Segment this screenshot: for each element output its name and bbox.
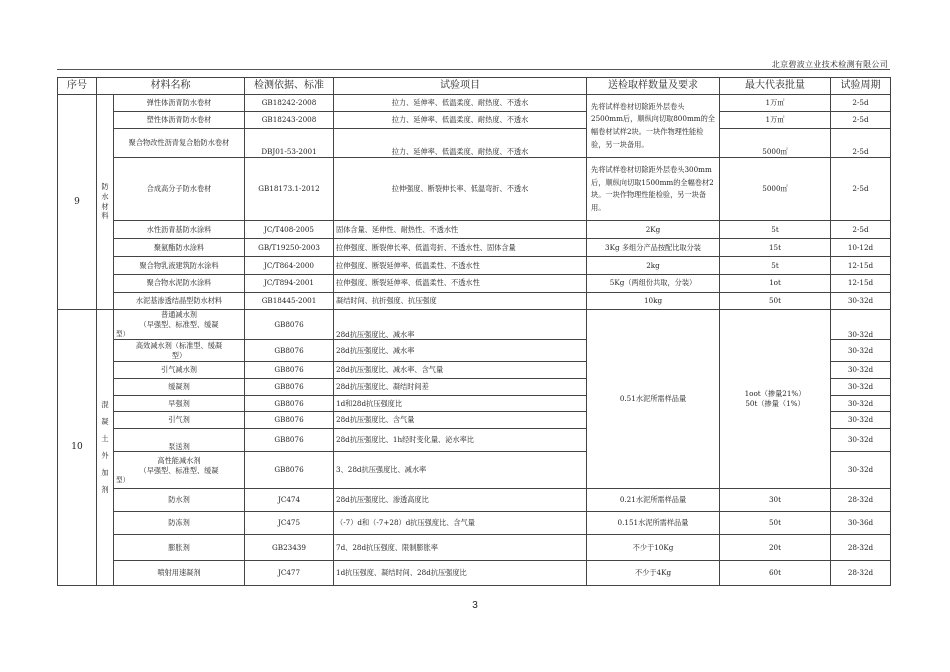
- standard: GB18242-2008: [245, 95, 334, 112]
- test-items: 拉伸强度、断裂延伸率、低温柔性、不透水性: [334, 274, 587, 292]
- material-name-line: 高效减水剂（标准型、缓凝: [135, 340, 223, 350]
- test-items: 拉力、延伸率、低温柔度、耐热度、不透水: [334, 111, 587, 128]
- group-category: [97, 309, 114, 585]
- test-items: 28d抗压强度比、渗透高度比: [334, 489, 587, 512]
- test-items: （-7）d和（-7+28）d抗压强度比、含气量: [334, 512, 587, 535]
- sample-quantity: 0.51水泥所需样品量: [587, 309, 720, 489]
- standard: GB8076: [245, 452, 334, 489]
- standard: JC/T864-2000: [245, 256, 334, 274]
- standard: GB8076: [245, 361, 334, 378]
- group-number: 10: [58, 309, 97, 585]
- sample-quantity: 不少于10Kg: [587, 535, 720, 560]
- test-items: 28d抗压强度比、含气量: [334, 412, 587, 429]
- material-name-line: （早强型、标准型、缓凝: [139, 465, 219, 475]
- test-period: 30-32d: [831, 340, 891, 361]
- header-batch: 最大代表批量: [720, 78, 831, 95]
- test-items: 拉伸强度、断裂伸长率、低温弯折、不透水性、固体含量: [334, 239, 587, 257]
- test-period: 30-36d: [831, 512, 891, 535]
- test-period: 30-32d: [831, 412, 891, 429]
- test-items: 28d抗压强度比、1h经时变化量、泌水率比: [334, 429, 587, 452]
- material-name: 防水剂: [114, 489, 245, 512]
- table-row: [58, 274, 891, 292]
- standard: JC474: [245, 489, 334, 512]
- test-items: 拉力、延伸率、低温柔度、耐热度、不透水: [334, 95, 587, 112]
- max-batch: 50t: [720, 292, 831, 309]
- header-material: 材料名称: [97, 78, 245, 95]
- test-period: 30-32d: [831, 361, 891, 378]
- page-number: 3: [472, 600, 478, 611]
- table-row: [58, 560, 891, 585]
- standard: DBJ01-53-2001: [245, 128, 334, 157]
- company-name: 北京碧波立业技术检测有限公司: [771, 60, 888, 69]
- table-row: [58, 158, 891, 221]
- material-name: 塑性体沥青防水卷材: [114, 111, 245, 128]
- group-category: [97, 95, 114, 310]
- material-name-line: 型）: [171, 350, 187, 360]
- material-name: 防冻剂: [114, 512, 245, 535]
- material-name-line: 型）: [116, 475, 130, 484]
- material-name: 聚合物水泥防水涂料: [114, 274, 245, 292]
- header-standard: 检测依据、标准: [245, 78, 334, 95]
- standard: JC/T408-2005: [245, 221, 334, 239]
- standard: GB8076: [245, 429, 334, 452]
- category-text: 防水材料: [101, 182, 109, 221]
- test-items: 3、28d抗压强度比、减水率: [334, 452, 587, 489]
- material-name: 弹性体沥青防水卷材: [114, 95, 245, 112]
- test-items: 1d抗压强度、凝结时间、28d抗压强度比: [334, 560, 587, 585]
- header-period: 试验周期: [831, 78, 891, 95]
- table-row: [58, 292, 891, 309]
- max-batch: 5000㎡: [720, 128, 831, 157]
- material-name: 聚合物改性沥青复合胎防水卷材: [114, 128, 245, 157]
- inspection-table: [57, 77, 891, 586]
- max-batch: 50t: [720, 512, 831, 535]
- header-no: 序号: [58, 78, 97, 95]
- max-batch: 5t: [720, 256, 831, 274]
- material-name: 水泥基渗透结晶型防水材料: [114, 292, 245, 309]
- test-period: 2-5d: [831, 95, 891, 112]
- test-period: 2-5d: [831, 158, 891, 221]
- standard: GB18243-2008: [245, 111, 334, 128]
- test-period: 30-32d: [831, 378, 891, 395]
- test-period: 28-32d: [831, 489, 891, 512]
- max-batch: 1ot: [720, 274, 831, 292]
- table-row: [58, 256, 891, 274]
- material-name: [114, 452, 245, 489]
- category-text: 混凝土外加剂: [101, 400, 109, 495]
- test-items: 拉伸强度、断裂延伸率、低温柔性、不透水性: [334, 256, 587, 274]
- test-items: 28d抗压强度比、凝结时间差: [334, 378, 587, 395]
- material-name: 合成高分子防水卷材: [114, 158, 245, 221]
- test-period: 30-32d: [831, 429, 891, 452]
- max-batch: 1万㎡: [720, 111, 831, 128]
- table-row: [58, 309, 891, 340]
- standard: GB23439: [245, 535, 334, 560]
- header-test-items: 试验项目: [334, 78, 587, 95]
- material-name-line: 高性能减水剂: [157, 456, 201, 466]
- material-name: [114, 340, 245, 361]
- table-row: [58, 111, 891, 128]
- material-name: 聚合物乳液建筑防水涂料: [114, 256, 245, 274]
- test-period: 30-32d: [831, 395, 891, 412]
- test-period: 12-15d: [831, 256, 891, 274]
- test-items: 1d和28d抗压强度比: [334, 395, 587, 412]
- standard: GB/T19250-2003: [245, 239, 334, 257]
- material-name: 聚氨酯防水涂料: [114, 239, 245, 257]
- test-period: 2-5d: [831, 128, 891, 157]
- material-name-line: 普通减水剂: [161, 310, 197, 320]
- table-row: [58, 239, 891, 257]
- test-items: 拉伸强度、断裂伸长率、低温弯折、不透水: [334, 158, 587, 221]
- max-batch: 5t: [720, 221, 831, 239]
- test-items: 固体含量、延伸性、耐热性、不透水性: [334, 221, 587, 239]
- header-rule: [57, 69, 890, 70]
- standard: GB18445-2001: [245, 292, 334, 309]
- standard: JC477: [245, 560, 334, 585]
- max-batch: 60t: [720, 560, 831, 585]
- test-period: 12-15d: [831, 274, 891, 292]
- standard: GB8076: [245, 412, 334, 429]
- batch-line: 50t（掺量（1%）: [745, 398, 805, 408]
- table-row: [58, 535, 891, 560]
- max-batch: 5000㎡: [720, 158, 831, 221]
- material-name: 早强剂: [114, 395, 245, 412]
- test-items: 凝结时间、抗折强度、抗压强度: [334, 292, 587, 309]
- sampling-requirement: 先将试样卷材切除距外层卷头300mm后，顺纵向切取1500mm的全幅卷材2块。一块作物理性能检验，另一块备用。: [587, 158, 720, 221]
- test-items: 拉力、延伸率、低温柔度、耐热度、不透水: [334, 128, 587, 157]
- test-period: 10-12d: [831, 239, 891, 257]
- material-name: 水性沥青基防水涂料: [114, 221, 245, 239]
- group-number: 9: [58, 95, 97, 310]
- standard: JC475: [245, 512, 334, 535]
- table-row: [58, 489, 891, 512]
- sampling-requirement: 先将试样卷材切除距外层卷头2500mm后，顺纵向切取800mm的全幅卷材试样2块。一块作物理性能检验，另一块备用。: [587, 95, 720, 158]
- sample-quantity: 3Kg 多组分产品按配比取分装: [587, 239, 720, 257]
- test-period: 30-32d: [831, 309, 891, 340]
- material-name: 喷射用速凝剂: [114, 560, 245, 585]
- batch-line: 1oot（掺量21%）: [744, 389, 806, 399]
- header-sampling: 送检取样数量及要求: [587, 78, 720, 95]
- table-row: [58, 221, 891, 239]
- test-period: 28-32d: [831, 535, 891, 560]
- standard: GB8076: [245, 378, 334, 395]
- standard: GB8076: [245, 340, 334, 361]
- max-batch: 30t: [720, 489, 831, 512]
- test-period: 2-5d: [831, 111, 891, 128]
- material-name: 泵送剂: [114, 429, 245, 452]
- max-batch: 15t: [720, 239, 831, 257]
- material-name: 引气减水剂: [114, 361, 245, 378]
- test-items: 7d、28d抗压强度、限制膨胀率: [334, 535, 587, 560]
- test-period: 30-32d: [831, 452, 891, 489]
- table-row: [58, 128, 891, 157]
- material-name: 缓凝剂: [114, 378, 245, 395]
- max-batch: 20t: [720, 535, 831, 560]
- standard: GB18173.1-2012: [245, 158, 334, 221]
- max-batch: 1万㎡: [720, 95, 831, 112]
- standard: GB8076: [245, 309, 334, 340]
- table-row: [58, 95, 891, 112]
- material-name-line: （早强型、标准型、缓凝: [139, 320, 219, 330]
- max-batch: [720, 309, 831, 489]
- test-period: 30-32d: [831, 292, 891, 309]
- material-name-line: 型）: [116, 329, 130, 338]
- test-period: 2-5d: [831, 221, 891, 239]
- table-row: [58, 512, 891, 535]
- material-name: [114, 309, 245, 340]
- sample-quantity: 不少于4Kg: [587, 560, 720, 585]
- test-items: 28d抗压强度比、减水率: [334, 309, 587, 340]
- standard: JC/T894-2001: [245, 274, 334, 292]
- sample-quantity: 2kg: [587, 256, 720, 274]
- material-name: 膨胀剂: [114, 535, 245, 560]
- sample-quantity: 10kg: [587, 292, 720, 309]
- sample-quantity: 0.151水泥所需样品量: [587, 512, 720, 535]
- sample-quantity: 2Kg: [587, 221, 720, 239]
- test-items: 28d抗压强度比、减水率: [334, 340, 587, 361]
- header-row: [58, 78, 891, 95]
- test-period: 28-32d: [831, 560, 891, 585]
- material-name: 引气剂: [114, 412, 245, 429]
- standard: GB8076: [245, 395, 334, 412]
- sample-quantity: 5Kg（两组份共取，分装）: [587, 274, 720, 292]
- sample-quantity: 0.21水泥所需样品量: [587, 489, 720, 512]
- test-items: 28d抗压强度比、减水率、含气量: [334, 361, 587, 378]
